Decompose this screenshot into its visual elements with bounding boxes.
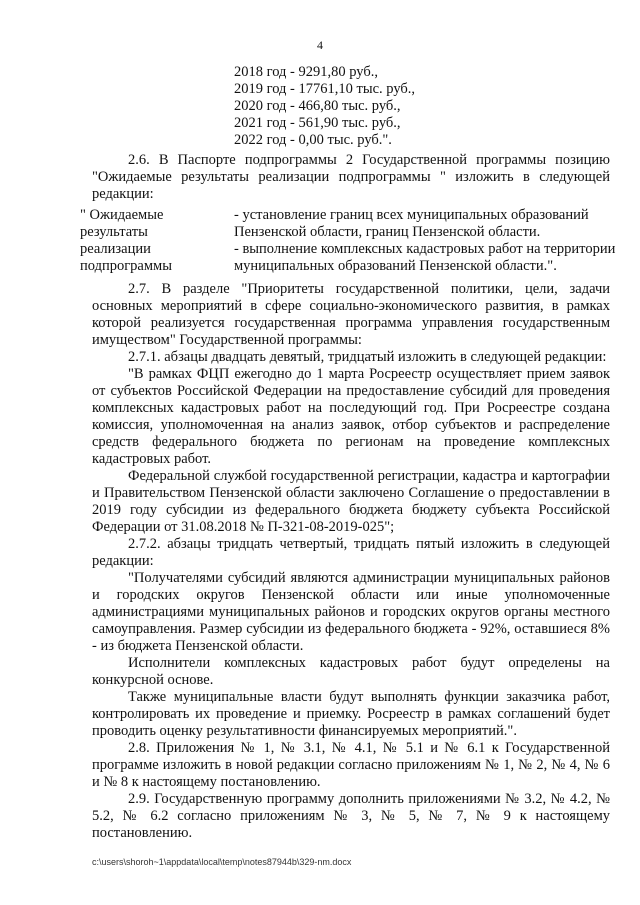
paragraph-2-8: 2.8. Приложения № 1, № 3.1, № 4.1, № 5.1 и № 6.1 к Государственной программе изложить в новой редакции согласно приложениям № 1, № 2, № 4, № 6 и № 8 к настоящему постановлению. (92, 740, 610, 790)
quote-paragraph-1: "В рамках ФЦП ежегодно до 1 марта Росреестр осуществляет прием заявок от субъектов Российской Федерации на предоставление субсидий для проведения комплексных кадастровых работ на последующий год. При Росреестре создана комиссия, уполномоченная на анализ заявок, отбор субъектов и распределение средств федерального бюджета по регионам на проведение комплексных кадастровых работ. (92, 366, 610, 467)
quote-paragraph-4: Исполнители комплексных кадастровых работ будут определены на конкурсной основе. (92, 655, 610, 688)
table-right-line: - выполнение комплексных кадастровых работ на территории (234, 241, 616, 257)
quote-paragraph-2: Федеральной службой государственной регистрации, кадастра и картографии и Правительством Пензенской области заключено Соглашение о предоставлении в 2019 году субсидии из федерального бюджета бюджету субъекта Российской Федерации от 31.08.2018 № П-321-08-2019-025"; (92, 468, 610, 535)
quote-paragraph-3: "Получателями субсидий являются администрации муниципальных районов и городских округов Пензенской области или иные уполномоченные администрациями муниципальных районов и городских округов органы местного самоуправления. Размер субсидии из федерального бюджета - 92%, оставшиеся 8% - из бюджета Пензенской области. (92, 570, 610, 654)
funding-year-2022: 2022 год - 0,00 тыс. руб.". (234, 132, 392, 148)
funding-year-2021: 2021 год - 561,90 тыс. руб., (234, 115, 401, 131)
expected-results-value (234, 207, 616, 275)
funding-year-2019: 2019 год - 17761,10 тыс. руб., (234, 81, 416, 97)
table-left-line: " Ожидаемые (80, 207, 164, 223)
table-right-line: Пензенской области, границ Пензенской области. (234, 224, 541, 240)
paragraph-2-7-2: 2.7.2. абзацы тридцать четвертый, тридцать пятый изложить в следующей редакции: (92, 536, 610, 569)
table-right-line: муниципальных образований Пензенской области.". (234, 258, 557, 274)
table-left-line: подпрограммы (80, 258, 172, 274)
file-path-footer: c:\users\shoroh~1\appdata\local\temp\notes87944b\329-nm.docx (92, 857, 352, 867)
table-right-line: - установление границ всех муниципальных образований (234, 207, 589, 223)
paragraph-2-7-1: 2.7.1. абзацы двадцать девятый, тридцатый изложить в следующей редакции: (128, 349, 607, 365)
funding-year-2020: 2020 год - 466,80 тыс. руб., (234, 98, 401, 114)
funding-year-2018: 2018 год - 9291,80 руб., (234, 64, 378, 80)
funding-years-list (234, 64, 415, 149)
expected-results-label (80, 207, 220, 275)
main-text-block (92, 281, 610, 842)
table-left-line: реализации (80, 241, 151, 257)
paragraph-2-9: 2.9. Государственную программу дополнить приложениями № 3.2, № 4.2, № 5.2, № 6.2 согласно приложениям № 3, № 5, № 7, № 9 к настоящему постановлению. (92, 791, 610, 841)
page-number: 4 (317, 38, 323, 52)
table-left-line: результаты (80, 224, 148, 240)
paragraph-2-6-block (92, 152, 610, 203)
paragraph-2-6: 2.6. В Паспорте подпрограммы 2 Государственной программы позицию "Ожидаемые результаты реализации подпрограммы " изложить в следующей редакции: (92, 152, 610, 202)
paragraph-2-7: 2.7. В разделе "Приоритеты государственной политики, цели, задачи основных мероприятий в сфере социально-экономического развития, в рамках которой реализуется государственная программа управления государственным имуществом" Государственной программы: (92, 281, 610, 348)
quote-paragraph-5: Также муниципальные власти будут выполнять функции заказчика работ, контролировать их проведение и приемку. Росреестр в рамках соглашений будет проводить оценку результативности финансируемых мероприятий.". (92, 689, 610, 739)
